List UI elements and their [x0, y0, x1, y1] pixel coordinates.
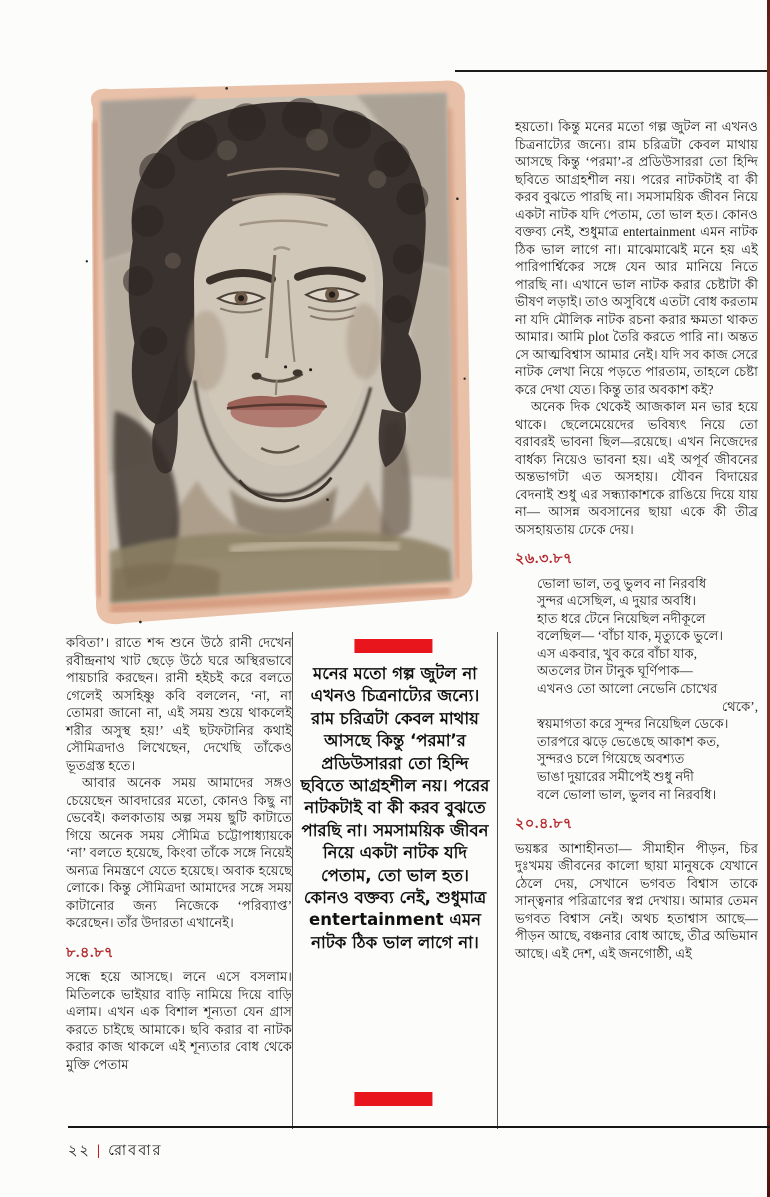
poem-line: বলে ভোলা ভাল, ভুলব না নিরবধি।	[537, 786, 717, 802]
red-accent-bar-bottom	[354, 1092, 432, 1106]
body-paragraph: আবার অনেক সময় আমাদের সঙ্গও চেয়েছেন আবদারের মতো, কোনও কিছু না ভেবেই। কলকাতায় অল্প সময় ছুটি কাটাতে গিয়ে অনেক সময় সৌমিত্র চট্টোপাধ্যায়কে ‘না’ বলতে হয়েছে, কিংবা তাঁকে সঙ্গে নিয়েই অন্যত্র নিমন্ত্রণে যেতে হয়েছে। অবাক হয়েছে লোকে। কিন্তু সৌমিত্রদা আমাদের সঙ্গে সময় কাটানোর জন্য নিজেকে ‘পরিব্যাপ্ত’ করেছেন। তাঁর উদারতা এখানেই।	[66, 775, 292, 930]
red-accent-bar-top	[354, 639, 432, 653]
poem-block	[537, 575, 758, 804]
poem-line: হাত ধরে টেনে নিয়েছিল নদীকূলে	[537, 610, 706, 626]
diary-date-heading: ২০.৪.৮৭	[515, 816, 573, 833]
poem-line: ভাঙা দুয়ারের সমীপেই শুধু নদী	[537, 769, 694, 785]
page-number: ২২	[68, 1143, 91, 1159]
diary-date-heading: ৮.৪.৮৭	[66, 944, 114, 961]
poem-line: এখনও তো আলো নেভেনি চোখের	[537, 681, 718, 697]
footer-separator: |	[96, 1143, 103, 1159]
body-paragraph: কবিতা’। রাতে শব্দ শুনে উঠে রানী দেখেন রবীন্দ্রনাথ খাট ছেড়ে উঠে ঘরে অস্থিরভাবে পায়চারি করছেন। রানী হইচই করে বলতে গেলেই অসহিষ্ণু কবি বললেন, ‘না, না তোমরা জানো না, এই সময় শুয়ে থাকলেই শরীর অসুস্থ হয়!’ এই ছটফটানির কথাই সৌমিত্রদাও লিখেছেন, দেখেছি তাঁকেও ভূতগ্রস্ত হতে।	[66, 635, 292, 773]
poem-line: স্বয়মাগতা করে সুন্দর নিয়েছিল ডেকে।	[537, 716, 729, 732]
poem-line: সুন্দরও চলে গিয়েছে অবশ্যত	[537, 751, 685, 767]
left-text-column	[66, 634, 292, 1073]
poem-line: সুন্দর এসেছিল, এ দুয়ার অবধি।	[537, 593, 697, 609]
body-paragraph: ভয়ঙ্কর আশাহীনতা— সীমাহীন পীড়ন, চির দুঃখময় জীবনের কালো ছায়া মানুষকে যেখানে ঠেলে দেয়, সেখানে ভগবত বিশ্বাস তাকে সান্ত্বনার পরিত্রাণের স্বপ্ন দেখায়। আমার তেমন ভগবত বিশ্বাস নেই। অথচ হতাশ্বাস আছে— পীড়ন আছে, বঞ্চনার বোধ আছে, তীব্র অভিমান আছে। এই দেশ, এই জনগোষ্ঠী, এই	[515, 840, 758, 961]
poem-line: তারপরে ঝড়ে ভেঙেছে আকাশ কত,	[537, 733, 720, 749]
header-rule	[455, 70, 770, 72]
pull-quote-column	[292, 632, 498, 1129]
body-paragraph: সন্ধে হয়ে আসছে। লনে এসে বসলাম। মিতিলকে ভাইয়ার বাড়ি নামিয়ে দিয়ে বাড়ি এলাম। এখন এক বিশাল শূন্যতা যেন গ্রাস করতে চাইছে আমাকে। ছবি করার বা নাটক করার কাজ থাকলে এই শূন্যতার বোধ থেকে মুক্তি পেতাম	[66, 969, 292, 1072]
poem-line: এস একবার, খুব করে বাঁচা যাক,	[537, 645, 698, 661]
poem-line: থেকে’,	[721, 698, 758, 714]
portrait-watercolor-illustration	[76, 79, 476, 630]
right-text-column	[515, 118, 758, 962]
poem-line: বলেছিল— ‘বাঁচা যাক, মৃত্যুকে ভুলে।	[537, 628, 724, 644]
footer-rule	[68, 1126, 770, 1128]
pull-quote-text: মনের মতো গল্প জুটল না এখনও চিত্রনাট্যের জন্যে। রাম চরিত্রটা কেবল মাথায় আসছে কিন্তু ‘পরমা’র প্রডিউসাররা তো হিন্দি ছবিতে আগ্রহশীল নয়। পরের নাটকটাই বা কী করব বুঝতে পারছি না। সমসাময়িক জীবন নিয়ে একটা নাটক যদি পেতাম, তো ভাল হত। কোনও বক্তব্য নেই, শুধুমাত্র entertainment এমন নাটক ঠিক ভাল লাগে না।	[300, 664, 490, 952]
page-footer	[68, 1140, 162, 1164]
poem-line: ভোলা ভাল, তবু ভুলব না নিরবধি	[537, 575, 707, 591]
magazine-name: রোববার	[108, 1143, 163, 1159]
body-paragraph: হয়তো। কিন্তু মনের মতো গল্প জুটল না এখনও চিত্রনাট্যের জন্যে। রাম চরিত্রটা কেবল মাথায় আসছে কিন্তু ‘পরমা’-র প্রডিউসাররা তো হিন্দি ছবিতে আগ্রহশীল নয়। পরের নাটকটাই বা কী করব বুঝতে পারছি না। সমসাময়িক জীবন নিয়ে একটা নাটক যদি পেতাম, তো ভাল হত। কোনও বক্তব্য নেই, শুধুমাত্র entertainment এমন নাটক ঠিক ভাল লাগে না। মাঝেমাঝেই মনে হয় এই পারিপার্শ্বিকের সঙ্গে যেন আর মানিয়ে নিতে পারছি না। এখানে ভাল নাটক করার চেষ্টাটা কী ভীষণ লড়াই। তাও অসুবিধে এতটা বোধ করতাম না যদি মৌলিক নাটক রচনা করার ক্ষমতা থাকত আমার। আমি plot তৈরি করতে পারি না। অন্তত সে আত্মবিশ্বাস আমার নেই। যদি সব কাজ সেরে নাটক লেখা নিয়ে পড়তে পারতাম, তাহলে চেষ্টা করে দেখা যেত। কিন্তু তার অবকাশ কই?	[515, 119, 758, 397]
diary-date-heading: ২৬.৩.৮৭	[515, 551, 573, 567]
poem-line: অতলের টান টানুক ঘূর্ণিপাক—	[537, 663, 693, 679]
body-paragraph: অনেক দিক থেকেই আজকাল মন ভার হয়ে থাকে। ছেলেমেয়েদের ভবিষ্যৎ নিয়ে তো বরাবরই ভাবনা ছিল—রয়েছে। এখন নিজেদের বার্ধক্য নিয়েও ভাবনা হয়। এই অপূর্ব জীবনের অন্তভাগটা এত অসহায়। যৌবন বিদায়ের বেদনাই শুধু এর সন্ধ্যাকাশকে রাঙিয়ে দিয়ে যায় না— আসন্ন অবসানের ছায়া একে কী তীব্র অসহায়তায় ঢেকে দেয়।	[515, 399, 758, 537]
